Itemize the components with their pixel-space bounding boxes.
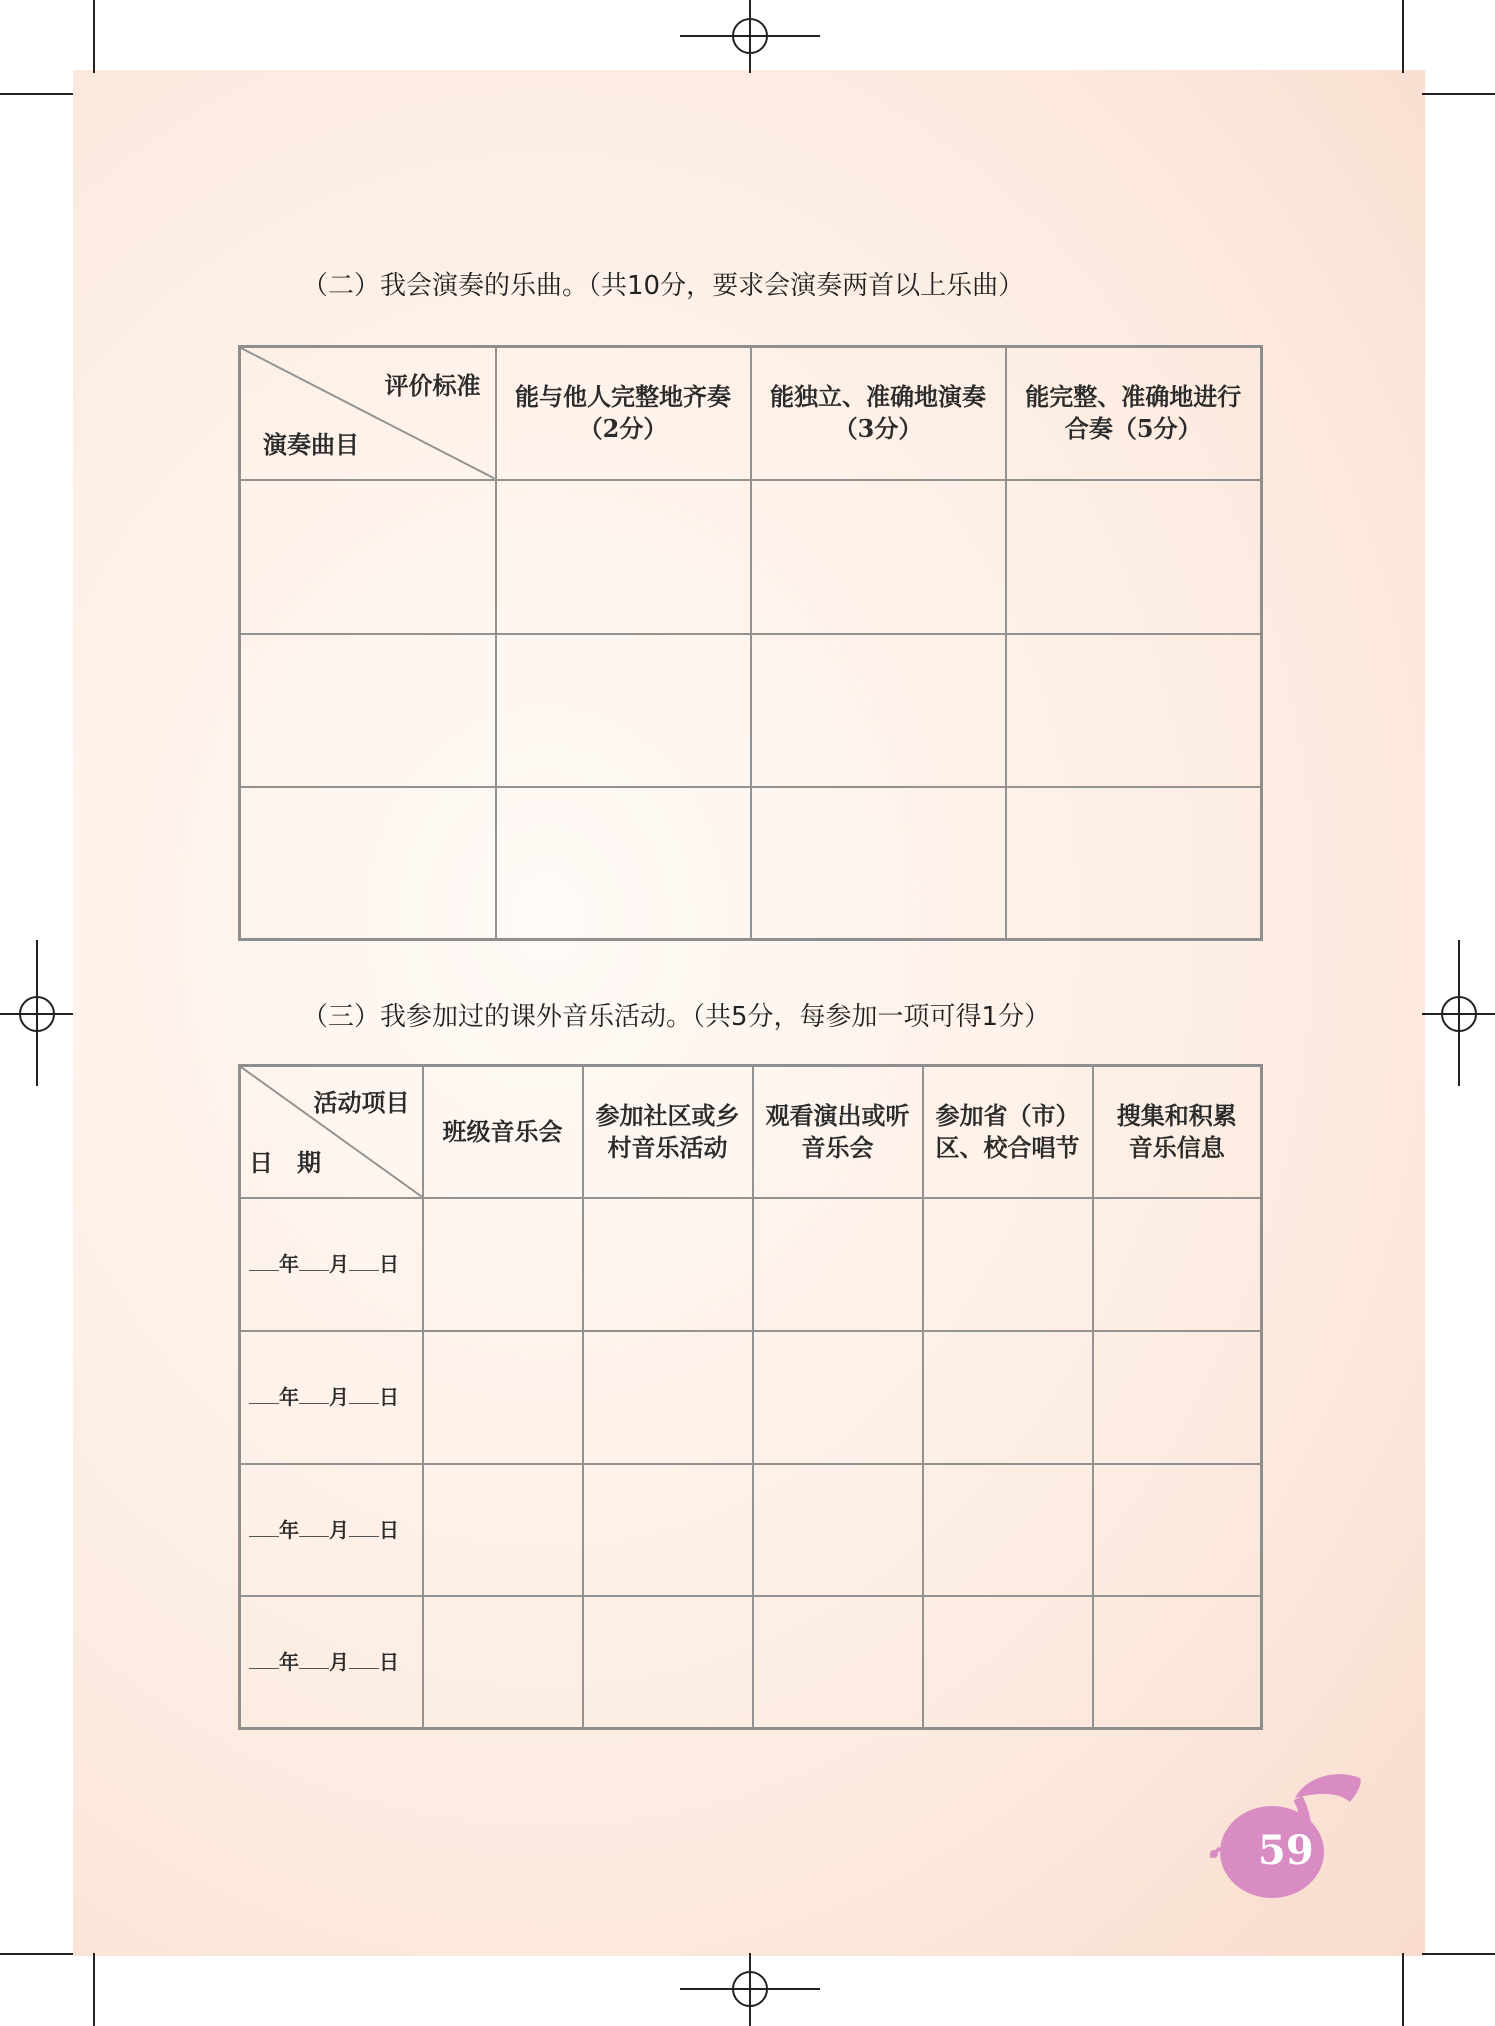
score-cell[interactable]: [496, 634, 751, 787]
page-number: 59: [1258, 1827, 1314, 1874]
criteria-label: 评价标准: [384, 371, 481, 400]
table-row: [240, 1198, 1262, 1331]
table-row: [240, 480, 1262, 634]
column-header: 搜集和积累 音乐信息: [1093, 1066, 1262, 1198]
check-cell[interactable]: [923, 1331, 1093, 1464]
check-cell[interactable]: [423, 1331, 583, 1464]
score-cell[interactable]: [751, 787, 1006, 940]
table-row: [240, 634, 1262, 787]
section3-heading: （三）我参加过的课外音乐活动。（共5分，每参加一项可得1分）: [302, 1002, 1051, 1032]
check-cell[interactable]: [753, 1331, 923, 1464]
activity-table: [238, 1064, 1263, 1730]
column-header: 能与他人完整地齐奏 （2分）: [496, 347, 751, 480]
score-cell[interactable]: [1006, 787, 1262, 940]
table-row: [240, 1464, 1262, 1596]
check-cell[interactable]: [1093, 1596, 1262, 1729]
table-row: [240, 787, 1262, 940]
check-cell[interactable]: [1093, 1331, 1262, 1464]
performance-table: [238, 345, 1263, 941]
score-cell[interactable]: [751, 634, 1006, 787]
check-cell[interactable]: [1093, 1464, 1262, 1596]
column-header: 观看演出或听 音乐会: [753, 1066, 923, 1198]
table-row: [240, 1331, 1262, 1464]
check-cell[interactable]: [423, 1596, 583, 1729]
piece-input-cell[interactable]: [240, 634, 496, 787]
piece-input-cell[interactable]: [240, 480, 496, 634]
check-cell[interactable]: [583, 1331, 753, 1464]
date-cell[interactable]: 年 月 日: [240, 1331, 423, 1464]
section2-heading: （二）我会演奏的乐曲。（共10分，要求会演奏两首以上乐曲）: [302, 271, 1025, 301]
score-cell[interactable]: [496, 787, 751, 940]
column-header: 参加省（市） 区、校合唱节: [923, 1066, 1093, 1198]
check-cell[interactable]: [1093, 1198, 1262, 1331]
check-cell[interactable]: [753, 1596, 923, 1729]
column-header: 能独立、准确地演奏 （3分）: [751, 347, 1006, 480]
check-cell[interactable]: [583, 1464, 753, 1596]
check-cell[interactable]: [753, 1198, 923, 1331]
check-cell[interactable]: [923, 1464, 1093, 1596]
piece-input-cell[interactable]: [240, 787, 496, 940]
diagonal-header-cell: [240, 1066, 423, 1198]
diagonal-header-cell: [240, 347, 496, 480]
score-cell[interactable]: [1006, 480, 1262, 634]
score-cell[interactable]: [496, 480, 751, 634]
date-cell[interactable]: 年 月 日: [240, 1596, 423, 1729]
date-label: 日 期: [249, 1147, 321, 1177]
table-row: [240, 1596, 1262, 1729]
score-cell[interactable]: [751, 480, 1006, 634]
check-cell[interactable]: [753, 1464, 923, 1596]
check-cell[interactable]: [923, 1198, 1093, 1331]
column-header: 参加社区或乡 村音乐活动: [583, 1066, 753, 1198]
column-header: 能完整、准确地进行 合奏（5分）: [1006, 347, 1262, 480]
activity-label: 活动项目: [313, 1088, 410, 1117]
check-cell[interactable]: [583, 1596, 753, 1729]
check-cell[interactable]: [583, 1198, 753, 1331]
check-cell[interactable]: [423, 1198, 583, 1331]
date-cell[interactable]: 年 月 日: [240, 1198, 423, 1331]
piece-label: 演奏曲目: [263, 429, 359, 459]
score-cell[interactable]: [1006, 634, 1262, 787]
check-cell[interactable]: [923, 1596, 1093, 1729]
check-cell[interactable]: [423, 1464, 583, 1596]
date-cell[interactable]: 年 月 日: [240, 1464, 423, 1596]
column-header: 班级音乐会: [423, 1066, 583, 1198]
